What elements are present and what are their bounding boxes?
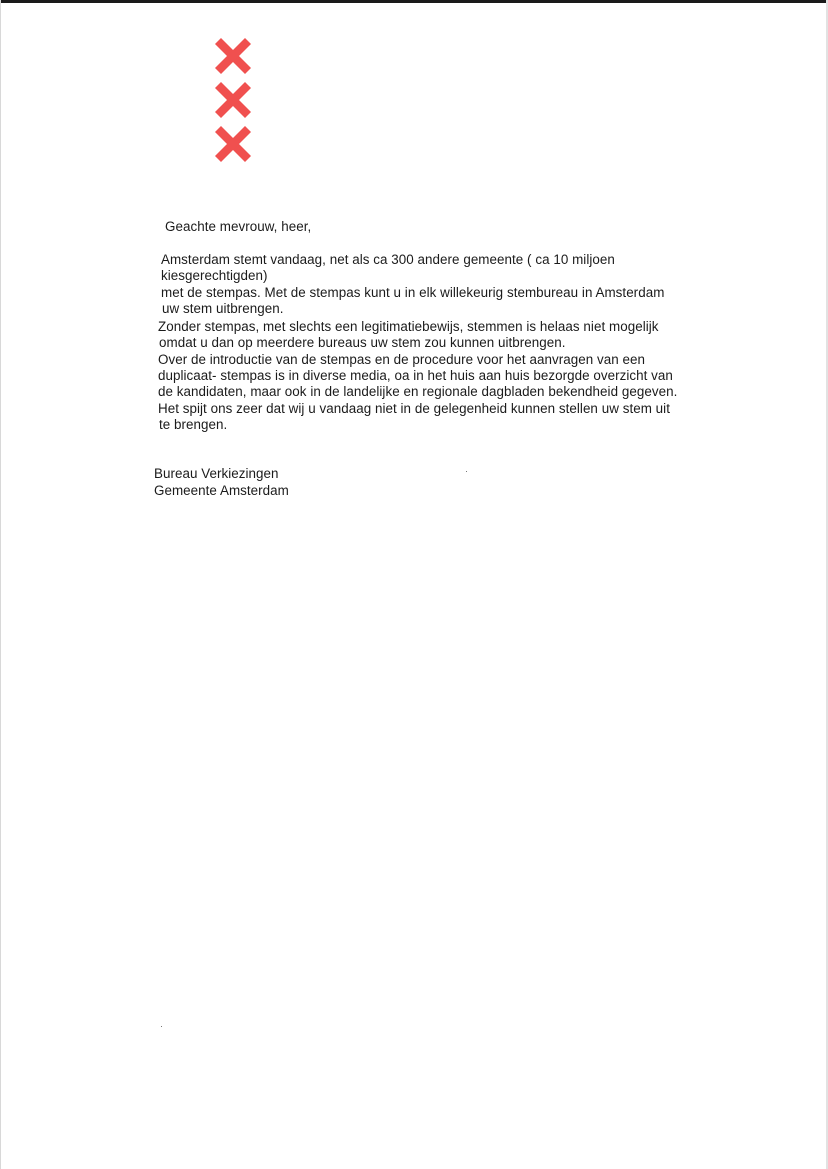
body-line: duplicaat- stempas is in diverse media, oa in het huis aan huis bezorgde overzicht van — [158, 368, 673, 383]
salutation: Geachte mevrouw, heer, — [165, 219, 312, 234]
body-line: Het spijt ons zeer dat wij u vandaag niet in de gelegenheid kunnen stellen uw stem uit — [158, 401, 670, 416]
body-line: met de stempas. Met de stempas kunt u in elk willekeurig stembureau in Amsterdam — [161, 285, 665, 300]
body-line: Amsterdam stemt vandaag, net als ca 300 andere gemeente ( ca 10 miljoen — [161, 252, 615, 267]
scan-top-edge — [0, 0, 828, 3]
amsterdam-crosses-logo — [213, 38, 253, 162]
scan-speck — [466, 471, 467, 472]
body-line: kiesgerechtigden) — [161, 268, 268, 283]
body-line: de kandidaten, maar ook in de landelijke en regionale dagbladen bekendheid gegeven. — [158, 384, 678, 399]
body-line: omdat u dan op meerdere bureaus uw stem zou kunnen uitbrengen. — [159, 335, 566, 350]
body-line: te brengen. — [159, 417, 228, 432]
signature-organization: Gemeente Amsterdam — [154, 483, 289, 498]
scan-left-edge — [0, 0, 1, 1169]
body-line: uw stem uitbrengen. — [162, 301, 284, 316]
scan-speck — [161, 1026, 162, 1027]
signature-department: Bureau Verkiezingen — [154, 466, 279, 481]
body-line: Zonder stempas, met slechts een legitimatiebewijs, stemmen is helaas niet mogelijk — [158, 319, 659, 334]
body-line: Over de introductie van de stempas en de procedure voor het aanvragen van een — [158, 352, 645, 367]
